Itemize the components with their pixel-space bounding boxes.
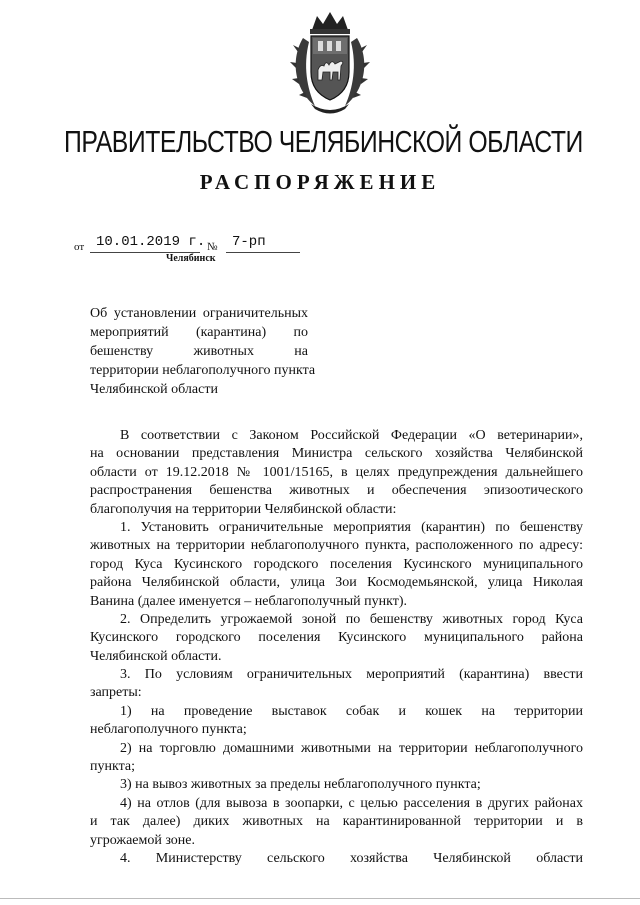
body-line: пункта; bbox=[90, 759, 135, 775]
document-subject bbox=[90, 304, 316, 399]
body-line: 2. Определить угрожаемой зоной по бешенству животных город Куса bbox=[120, 611, 583, 627]
number-value: 7-рп bbox=[232, 234, 266, 250]
body-line: неблагополучного пункта; bbox=[90, 722, 247, 738]
body-line: 4. Министерству сельского хозяйства Челябинской области bbox=[120, 850, 583, 866]
body-line: благополучия на территории Челябинской области: bbox=[90, 501, 397, 517]
subject-line: мероприятий (карантина) по bbox=[90, 325, 308, 340]
date-value: 10.01.2019 г. bbox=[96, 234, 206, 250]
body-line: город Куса Кусинского городского поселения Кусинского муниципального bbox=[90, 556, 583, 572]
subject-line: Об установлении ограничительных bbox=[90, 306, 308, 321]
body-line: 4) на отлов (для вывоза в зоопарки, с целью расселения в других районах bbox=[120, 795, 583, 811]
body-line: 3. По условиям ограничительных мероприятий (карантина) ввести bbox=[120, 667, 583, 683]
body-line: района Челябинской области, улица Зои Космодемьянской, улица Николая bbox=[90, 575, 583, 591]
body-line: запреты: bbox=[90, 685, 142, 701]
body-line: 1. Установить ограничительные мероприятия (карантин) по бешенству bbox=[120, 519, 583, 535]
document-body bbox=[90, 427, 583, 868]
number-label: № bbox=[207, 241, 218, 253]
body-line: животных на территории неблагополучного пункта, расположенного по адресу: bbox=[90, 538, 583, 554]
date-label: от bbox=[74, 241, 85, 253]
body-line: 1) на проведение выставок собак и кошек на территории bbox=[120, 703, 583, 719]
body-line: угрожаемой зоне. bbox=[90, 832, 195, 848]
body-line: Ванина (далее именуется – неблагополучный пункт). bbox=[90, 593, 407, 609]
body-line: области от 19.12.2018 № 1001/15165, в целях предупреждения дальнейшего bbox=[90, 464, 583, 480]
subject-line: бешенству животных на bbox=[90, 344, 308, 359]
coat-of-arms-emblem bbox=[285, 8, 375, 116]
body-line: распространения бешенства животных и обеспечения эпизоотического bbox=[90, 483, 583, 499]
body-line: на основании представления Министра сельского хозяйства Челябинской bbox=[90, 446, 583, 462]
body-line: Челябинской области. bbox=[90, 648, 222, 664]
city-name: Челябинск bbox=[166, 253, 216, 264]
number-underline bbox=[226, 252, 300, 253]
body-line: 2) на торговлю домашними животными на территории неблагополучного bbox=[120, 740, 583, 756]
body-line: 3) на вывоз животных за пределы неблагополучного пункта; bbox=[120, 777, 481, 793]
body-line: и так далее) диких животных на карантинированной территории и в bbox=[90, 814, 583, 830]
body-line: Кусинского городского поселения Кусинского муниципального района bbox=[90, 630, 583, 646]
subject-line: Челябинской области bbox=[90, 382, 218, 397]
body-line: В соответствии с Законом Российской Федерации «О ветеринарии», bbox=[120, 428, 583, 443]
document-type: РАСПОРЯЖЕНИЕ bbox=[199, 170, 441, 194]
government-title: ПРАВИТЕЛЬСТВО ЧЕЛЯБИНСКОЙ ОБЛАСТИ bbox=[64, 124, 583, 159]
page-bottom-edge bbox=[0, 898, 640, 899]
subject-line: территории неблагополучного пункта bbox=[90, 363, 316, 378]
